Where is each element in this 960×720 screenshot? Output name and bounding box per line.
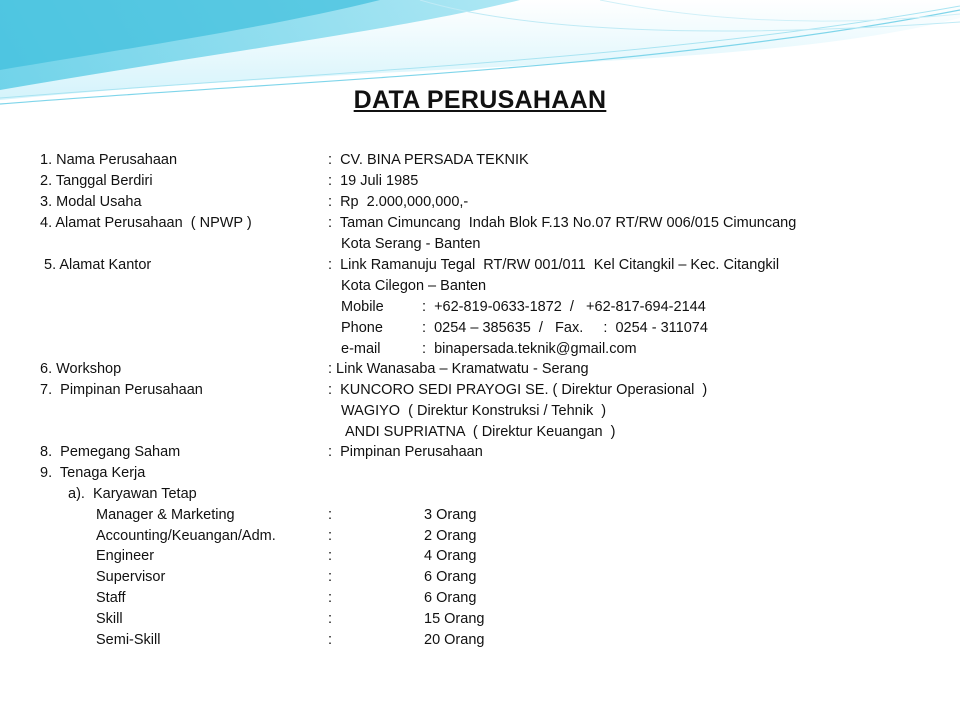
row-value: : Link Ramanuju Tegal RT/RW 001/011 Kel Citangkil – Kec. Citangkil [328, 257, 780, 273]
row-value: : 19 Juli 1985 [328, 173, 419, 189]
employee-colon: : [328, 569, 333, 585]
row-label: 4. Alamat Perusahaan ( NPWP ) [40, 215, 252, 231]
row-value: : Link Wanasaba – Kramatwatu - Serang [328, 361, 589, 377]
row-value: : Taman Cimuncang Indah Blok F.13 No.07 RT/RW 006/015 Cimuncang [328, 215, 797, 231]
row-value: : KUNCORO SEDI PRAYOGI SE. ( Direktur Operasional ) [328, 382, 708, 398]
contact-label: Phone [341, 320, 383, 336]
employee-count: 6 Orang [424, 590, 477, 606]
row-value: : CV. BINA PERSADA TEKNIK [328, 152, 529, 168]
employee-role: Engineer [96, 548, 155, 564]
employee-colon: : [328, 528, 333, 544]
row-value-cont: ANDI SUPRIATNA ( Direktur Keuangan ) [345, 424, 616, 440]
row-label: 8. Pemegang Saham [40, 444, 181, 460]
row-value: : Rp 2.000,000,000,- [328, 194, 469, 210]
employee-role: Manager & Marketing [96, 507, 235, 523]
row-value-cont: Kota Serang - Banten [341, 236, 481, 252]
row-value-cont: Kota Cilegon – Banten [341, 278, 487, 294]
employee-colon: : [328, 611, 333, 627]
employee-colon: : [328, 590, 333, 606]
employee-count: 6 Orang [424, 569, 477, 585]
employee-colon: : [328, 632, 333, 648]
employee-colon: : [328, 507, 333, 523]
employee-role: Staff [96, 590, 126, 606]
contact-value: : binapersada.teknik@gmail.com [422, 341, 637, 357]
employee-role: Accounting/Keuangan/Adm. [96, 528, 276, 544]
employee-count: 4 Orang [424, 548, 477, 564]
contact-label: Mobile [341, 299, 384, 315]
employee-colon: : [328, 548, 333, 564]
sub-heading: a). Karyawan Tetap [68, 486, 197, 502]
row-value: : Pimpinan Perusahaan [328, 444, 483, 460]
page-title: DATA PERUSAHAAN [353, 86, 607, 114]
employee-count: 20 Orang [424, 632, 485, 648]
row-label: 9. Tenaga Kerja [40, 465, 146, 481]
row-label: 1. Nama Perusahaan [40, 152, 178, 168]
contact-label: e-mail [341, 341, 381, 357]
contact-value: : 0254 – 385635 / Fax. : 0254 - 311074 [422, 320, 708, 336]
employee-count: 15 Orang [424, 611, 485, 627]
contact-value: : +62-819-0633-1872 / +62-817-694-2144 [422, 299, 706, 315]
row-label: 7. Pimpinan Perusahaan [40, 382, 203, 398]
employee-count: 3 Orang [424, 507, 477, 523]
employee-role: Skill [96, 611, 123, 627]
row-label: 6. Workshop [40, 361, 122, 377]
row-label: 3. Modal Usaha [40, 194, 142, 210]
row-value-cont: WAGIYO ( Direktur Konstruksi / Tehnik ) [341, 403, 607, 419]
employee-role: Semi-Skill [96, 632, 161, 648]
employee-role: Supervisor [96, 569, 166, 585]
employee-count: 2 Orang [424, 528, 477, 544]
row-label: 2. Tanggal Berdiri [40, 173, 153, 189]
row-label: 5. Alamat Kantor [40, 257, 152, 273]
